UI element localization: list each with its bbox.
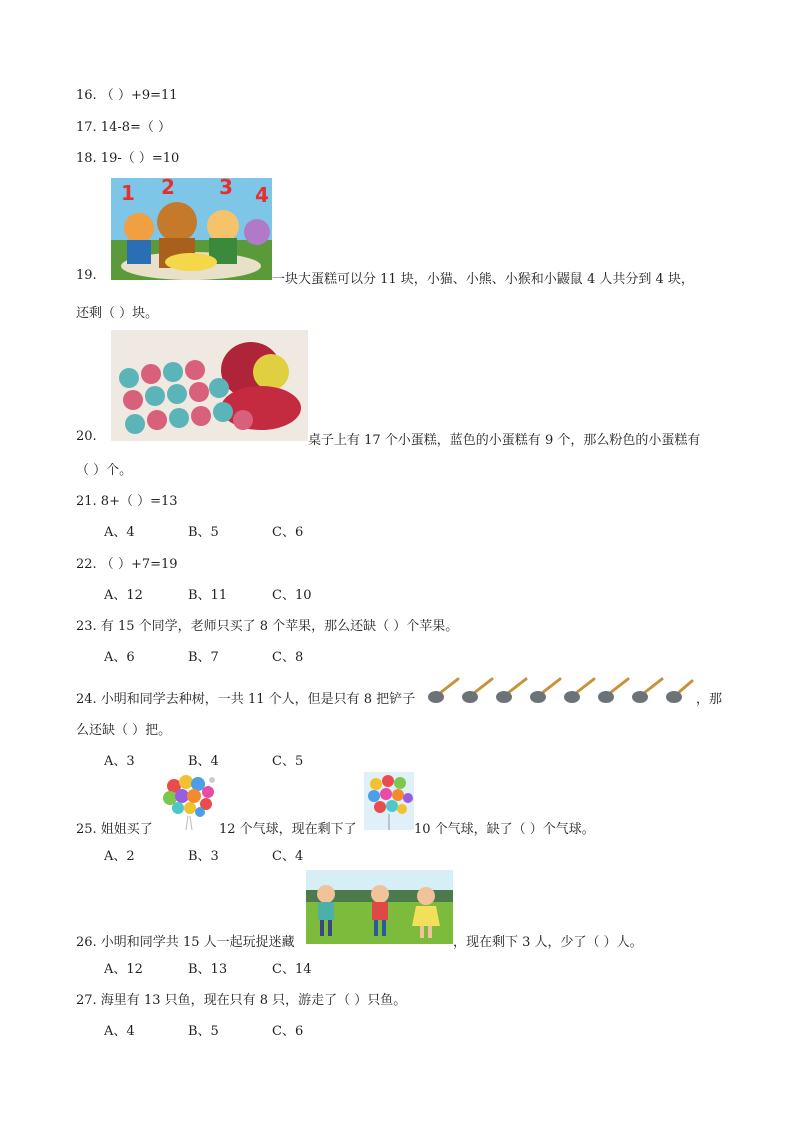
question-20-number: 20. [76, 429, 97, 444]
option-c[interactable]: C、4 [272, 849, 304, 864]
question-25-options [104, 845, 356, 864]
balloons-10-image [364, 772, 414, 830]
question-27-options [104, 1020, 356, 1039]
option-c[interactable]: C、6 [272, 1024, 304, 1039]
question-25-a: 25. 姐姐买了 [76, 822, 153, 837]
question-27: 27. 海里有 13 只鱼，现在只有 8 只，游走了（ ）只鱼。 [76, 993, 407, 1008]
question-22-options [104, 584, 356, 603]
cat-figure [124, 213, 154, 264]
question-24-options [104, 750, 356, 769]
option-b[interactable]: B、11 [188, 588, 228, 603]
option-a[interactable]: A、12 [104, 588, 143, 603]
pic-digit-3: 3 [219, 178, 233, 199]
option-a[interactable]: A、2 [104, 849, 135, 864]
question-17: 17. 14-8=（ ） [76, 120, 172, 135]
option-c[interactable]: C、5 [272, 754, 304, 769]
option-c[interactable]: C、8 [272, 650, 304, 665]
pic-digit-2: 2 [161, 178, 175, 199]
question-16: 16. （ ）+9=11 [76, 88, 178, 103]
monkey-figure [207, 210, 239, 264]
question-23-options [104, 646, 356, 665]
option-b[interactable]: B、13 [188, 962, 228, 977]
question-19-text: 一块大蛋糕可以分 11 块，小猫、小熊、小猴和小鼹鼠 4 人共分到 4 块， [272, 272, 694, 287]
option-a[interactable]: A、6 [104, 650, 135, 665]
question-25-b: 12 个气球，现在剩下了 [219, 822, 357, 837]
option-b[interactable]: B、5 [188, 1024, 219, 1039]
option-a[interactable]: A、4 [104, 1024, 135, 1039]
question-20-continuation: （ ）个。 [76, 463, 133, 478]
option-b[interactable]: B、5 [188, 525, 219, 540]
pic-digit-4: 4 [255, 183, 269, 207]
question-18: 18. 19-（ ）=10 [76, 151, 180, 166]
question-26-options [104, 958, 356, 977]
question-19-number: 19. [76, 268, 97, 283]
cupcakes-image [111, 330, 308, 441]
question-22: 22. （ ）+7=19 [76, 557, 178, 572]
pic-digit-1: 1 [121, 181, 135, 205]
question-25-c: 10 个气球，缺了（ ）个气球。 [414, 822, 595, 837]
option-b[interactable]: B、7 [188, 650, 219, 665]
question-26-b: ，现在剩下 3 人，少了（ ）人。 [453, 935, 643, 950]
question-24-continuation: 么还缺（ ）把。 [76, 723, 172, 738]
option-c[interactable]: C、6 [272, 525, 304, 540]
animals-cake-image [111, 178, 272, 280]
option-b[interactable]: B、4 [188, 754, 219, 769]
question-24-tail: ，那 [696, 692, 723, 707]
question-21: 21. 8+（ ）=13 [76, 494, 178, 509]
option-b[interactable]: B、3 [188, 849, 219, 864]
balloons-12-image [160, 772, 218, 832]
option-a[interactable]: A、12 [104, 962, 143, 977]
question-26-a: 26. 小明和同学共 15 人一起玩捉迷藏 [76, 935, 295, 950]
question-23: 23. 有 15 个同学，老师只买了 8 个苹果，那么还缺（ ）个苹果。 [76, 619, 459, 634]
question-19-continuation: 还剩（ ）块。 [76, 306, 159, 321]
option-c[interactable]: C、10 [272, 588, 312, 603]
mole-figure [244, 219, 270, 245]
question-24: 24. 小明和同学去种树，一共 11 个人，但是只有 8 把铲子 [76, 692, 416, 707]
option-a[interactable]: A、4 [104, 525, 135, 540]
hide-and-seek-image [306, 870, 453, 944]
option-c[interactable]: C、14 [272, 962, 312, 977]
shovels-image [426, 675, 694, 705]
option-a[interactable]: A、3 [104, 754, 135, 769]
question-20-text: 桌子上有 17 个小蛋糕，蓝色的小蛋糕有 9 个，那么粉色的小蛋糕有 [308, 433, 701, 448]
question-21-options [104, 521, 356, 540]
